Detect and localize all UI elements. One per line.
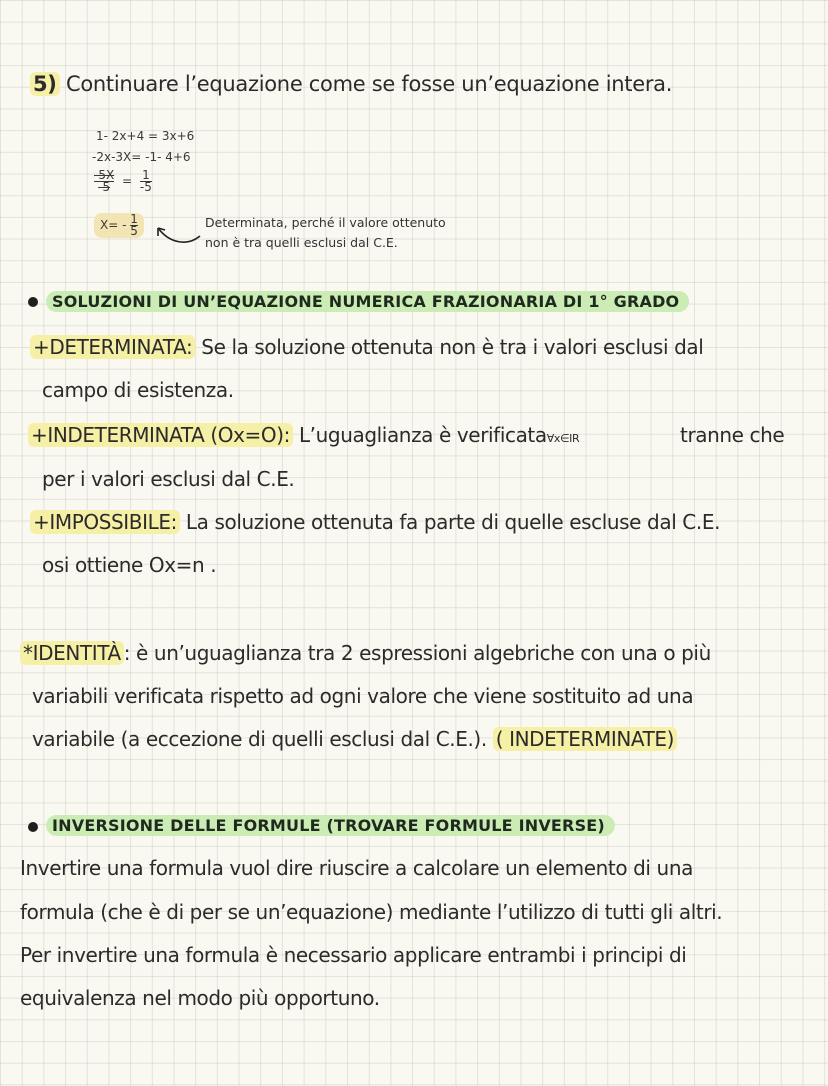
impossibile-label: +IMPOSSIBILE: [30, 510, 180, 534]
bullet-dot-icon [28, 822, 38, 832]
result-numerator: 1 [130, 212, 138, 226]
identita-line-2: variabili verificata rispetto ad ogni valore che viene sostituito ad una [32, 684, 694, 708]
determinata-label: +DETERMINATA: [30, 335, 195, 359]
step-5-title [30, 72, 672, 96]
identita-tag: ( INDETERMINATE) [493, 727, 677, 751]
identita-line-1 [20, 641, 711, 665]
section-2-heading [46, 816, 615, 835]
determinata-line-1 [30, 335, 703, 359]
calc-line-2: -2x-3X= -1- 4+6 [92, 150, 191, 164]
result-prefix: X= - [100, 218, 127, 232]
calc-equals: = [122, 174, 133, 188]
indeterminata-line-2: per i valori esclusi dal C.E. [42, 467, 295, 491]
identita-text-3: variabile (a eccezione di quelli esclusi dal C.E.). [32, 727, 487, 751]
step-number: 5) [30, 72, 60, 96]
calc-rhs-fraction [140, 170, 152, 193]
determinata-text-1: Se la soluzione ottenuta non è tra i valori esclusi dal [195, 335, 704, 359]
determinata-line-2: campo di esistenza. [42, 378, 234, 402]
inversione-line-1: Invertire una formula vuol dire riuscire a calcolare un elemento di una [20, 856, 693, 880]
curved-arrow-icon [148, 218, 204, 248]
indeterminata-label: +INDETERMINATA (Ox=O): [28, 423, 293, 447]
calc-line-1: 1- 2x+4 = 3x+6 [96, 129, 195, 143]
impossibile-text-1: La soluzione ottenuta fa parte di quelle escluse dal C.E. [179, 510, 721, 534]
indeterminata-text-1: L’uguaglianza è verificata [292, 423, 547, 447]
indeterminata-sub: ∀x∈IR [546, 432, 580, 445]
identita-label: *IDENTITÀ [20, 641, 124, 665]
step-text: Continuare l’equazione come se fosse un’equazione intera. [66, 72, 673, 96]
calc-result [94, 213, 144, 238]
identita-text-1: : è un’uguaglianza tra 2 espressioni algebriche con una o più [123, 641, 711, 665]
result-fraction [130, 214, 138, 237]
calc-lhs-fraction [94, 170, 114, 193]
indeterminata-line-1 [28, 423, 579, 447]
section-2-heading-text: INVERSIONE DELLE FORMULE (TROVARE FORMULE INVERSE) [46, 815, 615, 836]
inversione-line-4: equivalenza nel modo più opportuno. [20, 986, 380, 1010]
section-1-heading [46, 292, 689, 311]
note-line-2: non è tra quelli esclusi dal C.E. [205, 235, 398, 250]
section-1-heading-text: SOLUZIONI DI UN’EQUAZIONE NUMERICA FRAZIONARIA DI 1° GRADO [46, 291, 689, 312]
note-line-1: Determinata, perché il valore ottenuto [205, 215, 446, 230]
indeterminata-text-1b: tranne che [680, 423, 785, 447]
identita-line-3 [32, 727, 677, 751]
calc-line-3 [94, 170, 152, 193]
impossibile-line-2: osi ottiene Ox=n . [42, 553, 217, 577]
lhs-numerator: -5X [94, 168, 115, 182]
inversione-line-2: formula (che è di per se un’equazione) mediante l’utilizzo di tutti gli altri. [20, 900, 723, 924]
rhs-denominator: -5 [139, 180, 152, 194]
bullet-dot-icon [28, 297, 38, 307]
inversione-line-3: Per invertire una formula è necessario applicare entrambi i principi di [20, 943, 687, 967]
lhs-denominator: -5 [94, 181, 114, 193]
impossibile-line-1 [30, 510, 720, 534]
rhs-numerator: 1 [142, 168, 150, 182]
result-denominator: 5 [130, 224, 138, 238]
